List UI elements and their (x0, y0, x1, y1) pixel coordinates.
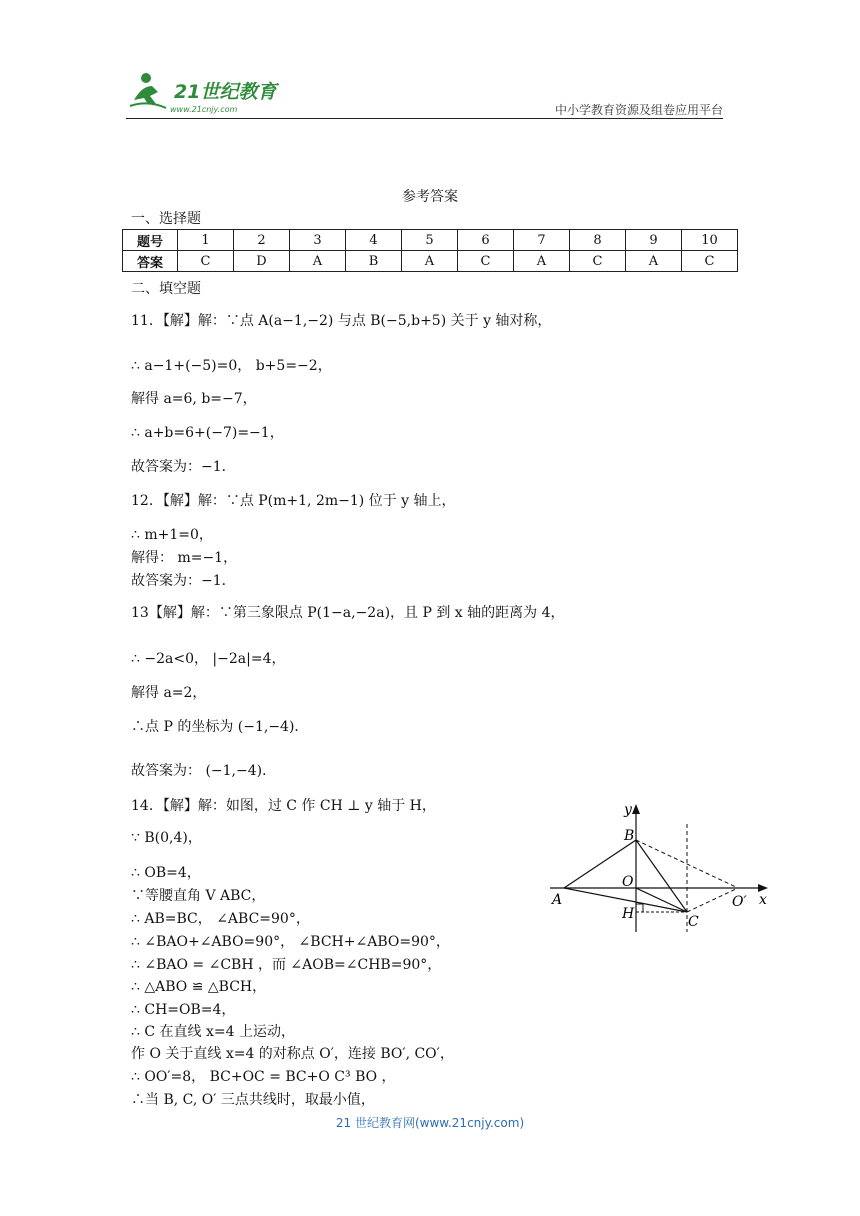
table-cell: 9 (626, 230, 682, 251)
solution-line: ∴ AB=BC， ∠ABC=90°， (131, 911, 310, 927)
solution-line: 13【解】解：∵第三象限点 P(1−a,−2a)，且 P 到 x 轴的距离为 4， (131, 605, 565, 621)
section-fill-heading: 二、填空题 (131, 281, 201, 297)
solution-line: ∴ −2a<0， |−2a|=4， (131, 651, 286, 667)
solution-line: 12．【解】解：∵点 P(m+1, 2m−1) 位于 y 轴上， (131, 493, 456, 509)
row-header-number: 题号 (123, 230, 178, 251)
x-axis-arrow (758, 884, 768, 892)
row-header-answer: 答案 (123, 251, 178, 272)
platform-name: 中小学教育资源及组卷应用平台 (554, 103, 723, 117)
table-cell: A (514, 251, 570, 272)
solution-line: ∴ a+b=6+(−7)=−1， (131, 425, 284, 441)
table-cell: A (626, 251, 682, 272)
solution-line: ∵等腰直角 V ABC， (131, 888, 266, 904)
solution-line: ∴ a−1+(−5)=0， b+5=−2， (131, 358, 332, 374)
solution-line: 故答案为：−1． (131, 459, 236, 475)
solution-line: 解得 a=6, b=−7， (131, 391, 257, 407)
label-O: O (622, 874, 634, 890)
logo-text: 21世纪教育 (174, 81, 277, 103)
solution-line: ∴ ∠BAO = ∠CBH ，而 ∠AOB=∠CHB=90°， (131, 957, 442, 973)
table-cell: C (570, 251, 626, 272)
solution-line: 解得： m=−1， (131, 550, 238, 566)
logo-url: www.21cnjy.com (170, 105, 238, 114)
label-B: B (624, 828, 635, 844)
section-choice-heading: 一、选择题 (131, 211, 201, 227)
label-C: C (688, 914, 699, 930)
table-cell: C (682, 251, 738, 272)
footer-link[interactable]: 21 世纪教育网(www.21cnjy.com) (335, 1116, 525, 1130)
table-cell: 4 (346, 230, 402, 251)
table-row-numbers (123, 230, 738, 251)
table-row-answers (123, 251, 738, 272)
label-x: x (759, 892, 767, 908)
logo (128, 70, 288, 118)
segment-OC (636, 888, 687, 912)
solution-line: 故答案为： (−1,−4)． (131, 763, 277, 779)
header-rule (126, 118, 723, 119)
solution-line: ∴ m+1=0， (131, 527, 213, 543)
table-cell: 6 (458, 230, 514, 251)
answer-table (122, 229, 738, 272)
label-O-prime: O′ (732, 894, 747, 910)
table-cell: 8 (570, 230, 626, 251)
solution-line: 11．【解】解：∵点 A(a−1,−2) 与点 B(−5,b+5) 关于 y 轴对称， (131, 313, 552, 329)
table-cell: C (178, 251, 234, 272)
table-cell: 7 (514, 230, 570, 251)
label-y: y (624, 802, 632, 818)
table-cell: A (402, 251, 458, 272)
solution-line: 14．【解】解：如图，过 C 作 CH ⊥ y 轴于 H， (131, 798, 436, 814)
label-A: A (552, 892, 563, 908)
solution-line: ∴点 P 的坐标为 (−1,−4)． (131, 719, 309, 735)
solution-line: ∴ CH=OB=4， (131, 1002, 236, 1018)
solution-line: 解得 a=2， (131, 685, 207, 701)
solution-line: 故答案为：−1． (131, 573, 236, 589)
geometry-figure (548, 800, 770, 936)
label-H: H (622, 906, 635, 922)
table-cell: D (234, 251, 290, 272)
solution-line: 作 O 关于直线 x=4 的对称点 O′，连接 BO′, CO′， (131, 1046, 454, 1062)
table-cell: B (346, 251, 402, 272)
segment-CO-prime (687, 888, 738, 912)
solution-line: ∵ B(0,4)， (131, 830, 202, 846)
solution-line: ∴ C 在直线 x=4 上运动， (131, 1024, 295, 1040)
table-cell: 10 (682, 230, 738, 251)
table-cell: 1 (178, 230, 234, 251)
right-angle-mark (636, 904, 643, 912)
solution-line: ∴当 B, C, O′ 三点共线时，取最小值， (131, 1092, 375, 1108)
solution-line: ∴ △ABO ≌ △BCH， (131, 979, 267, 995)
y-axis-arrow (632, 804, 640, 814)
solution-line: ∴ OO′=8， BC+OC = BC+O C³ BO ， (131, 1069, 396, 1085)
solution-line: ∴ OB=4， (131, 865, 201, 881)
page-title: 参考答案 (402, 189, 458, 205)
solution-line: ∴ ∠BAO+∠ABO=90°， ∠BCH+∠ABO=90°， (131, 934, 450, 950)
table-cell: 3 (290, 230, 346, 251)
table-cell: 2 (234, 230, 290, 251)
table-cell: C (458, 251, 514, 272)
table-cell: A (290, 251, 346, 272)
segment-BC (636, 840, 687, 912)
table-cell: 5 (402, 230, 458, 251)
